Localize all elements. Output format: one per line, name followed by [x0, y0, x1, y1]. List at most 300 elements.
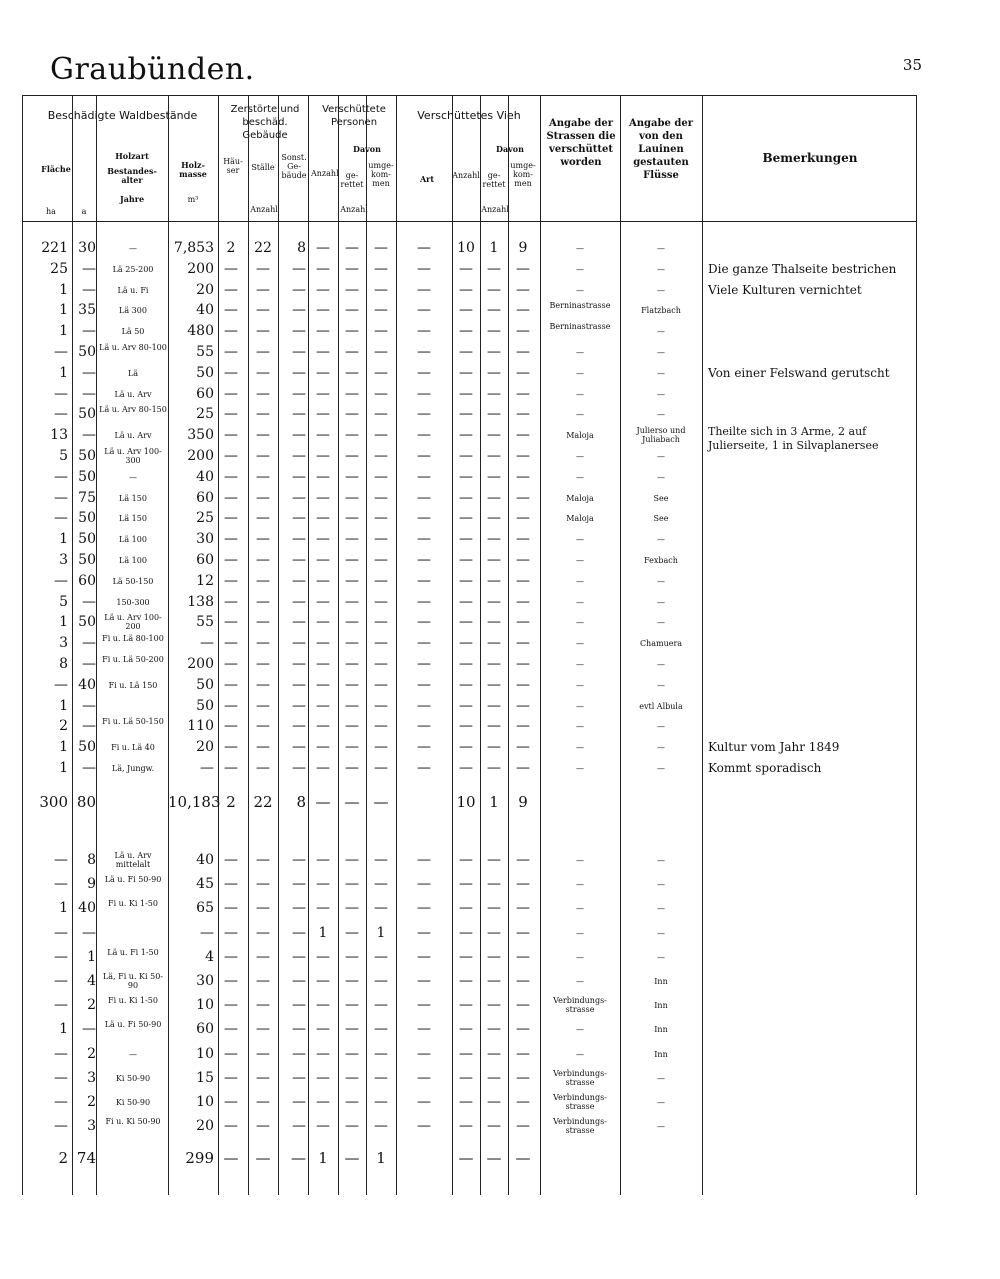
- cell-h: —: [224, 427, 238, 444]
- cell-a: —: [82, 385, 96, 402]
- cell-pge: —: [345, 1094, 359, 1110]
- cell-vge: —: [487, 406, 501, 423]
- header-personen: Verschüttete Personen: [322, 104, 386, 128]
- cell-holz: Lä u. Fi: [117, 285, 149, 295]
- cell-bem: [708, 446, 914, 466]
- cell-holz: Lä u. Arv: [114, 431, 152, 441]
- cell-van: —: [459, 876, 473, 893]
- cell-vart: —: [417, 852, 431, 868]
- cell-ha: 5: [59, 448, 68, 464]
- cell-m3: 50: [196, 676, 214, 693]
- cell-holz: Fi u. Lä 80-100: [102, 634, 164, 644]
- cell-van: —: [459, 948, 473, 965]
- cell-vum: —: [516, 344, 530, 360]
- cell-st: —: [256, 718, 270, 735]
- cell-vart: —: [417, 614, 431, 631]
- cell-a: —: [82, 635, 96, 652]
- cell-str: —: [576, 556, 584, 565]
- cell-vge: —: [487, 718, 501, 735]
- cell-m3: 20: [196, 739, 214, 756]
- cell-van: —: [459, 760, 473, 776]
- cell-pum: —: [374, 948, 388, 965]
- cell-bem: [708, 654, 914, 674]
- table-row: [22, 342, 916, 362]
- cell-m3: 60: [196, 489, 214, 506]
- cell-vum: —: [516, 281, 530, 298]
- cell-st: —: [256, 1118, 270, 1135]
- cell-m3: 20: [196, 1118, 214, 1135]
- cell-m3: 10: [196, 1094, 214, 1110]
- table-row: [22, 404, 916, 424]
- cell-holz: —: [129, 472, 137, 482]
- header-davon-vieh: Davon: [496, 144, 524, 154]
- cell-so: —: [292, 876, 306, 893]
- cell-vart: —: [417, 593, 431, 610]
- cell-bem: [708, 342, 914, 362]
- header-fluesse: Angabe der von den Lauinen gestauten Flüsse: [629, 118, 693, 181]
- cell-pum: —: [374, 900, 388, 917]
- cell-vge: —: [487, 852, 501, 868]
- cell-vum: —: [516, 364, 530, 381]
- cell-so: —: [292, 676, 306, 693]
- header-strassen: Angabe der Strassen die verschüttet worden: [546, 118, 616, 168]
- cell-ha: —: [54, 468, 68, 485]
- cell-van: —: [459, 552, 473, 568]
- cell-st: —: [256, 656, 270, 672]
- cell-a: —: [82, 260, 96, 277]
- cell-fl: —: [657, 618, 665, 628]
- cell-fl: —: [657, 264, 665, 274]
- cell-bem: Von einer Felswand gerutscht: [708, 365, 890, 380]
- cell-vart: —: [417, 997, 431, 1014]
- cell-pge: —: [345, 489, 359, 506]
- header-bestandesalter: Bestandes-alter: [107, 166, 157, 185]
- cell-vge: —: [486, 1149, 502, 1167]
- cell-fl: —: [657, 743, 665, 753]
- table-row: [22, 758, 916, 778]
- cell-bem: [708, 592, 914, 612]
- cell-m3: 65: [196, 900, 214, 917]
- table-row: [22, 467, 916, 487]
- cell-ha: 2: [58, 1149, 68, 1167]
- cell-van: —: [459, 697, 473, 714]
- table-row: [22, 446, 916, 466]
- cell-st: —: [256, 973, 270, 989]
- cell-st: —: [256, 876, 270, 893]
- cell-ha: 1: [59, 302, 68, 319]
- cell-pum: —: [374, 876, 388, 893]
- cell-pan: —: [316, 973, 330, 989]
- cell-van: —: [459, 614, 473, 631]
- cell-bem: [708, 550, 914, 570]
- cell-pge: —: [345, 302, 359, 319]
- cell-holz: Lä, Jungw.: [111, 764, 155, 773]
- cell-vum: —: [516, 760, 530, 776]
- cell-pge: —: [345, 364, 359, 381]
- cell-a: 35: [78, 302, 96, 319]
- cell-str: —: [576, 285, 584, 295]
- cell-vum: —: [516, 614, 530, 631]
- header-gerettet-vieh: ge-rettet: [482, 171, 506, 189]
- cell-pge: —: [345, 924, 359, 941]
- cell-ha: 3: [59, 635, 68, 652]
- cell-h: —: [224, 489, 238, 506]
- cell-st: —: [256, 614, 270, 631]
- cell-pum: 1: [376, 924, 386, 941]
- cell-vum: —: [516, 697, 530, 714]
- cell-st: —: [256, 385, 270, 402]
- table-row: [22, 923, 916, 943]
- cell-ha: —: [54, 489, 68, 506]
- cell-vum: —: [516, 531, 530, 548]
- cell-so: —: [292, 364, 306, 381]
- cell-pan: —: [316, 281, 330, 298]
- cell-pan: —: [316, 760, 330, 776]
- header-holzart: Holzart: [115, 151, 149, 161]
- cell-a: 50: [78, 531, 96, 548]
- cell-m3: 10: [196, 997, 214, 1014]
- cell-pum: —: [374, 427, 388, 444]
- cell-bem: [708, 384, 914, 404]
- cell-a: 9: [87, 876, 96, 893]
- cell-pum: —: [374, 552, 388, 568]
- cell-a: 2: [87, 997, 96, 1014]
- cell-vge: —: [487, 635, 501, 652]
- cell-a: 50: [78, 468, 96, 485]
- cell-vge: —: [487, 344, 501, 360]
- header-bemerkungen: Bemerkungen: [762, 151, 858, 165]
- cell-vge: —: [487, 1094, 501, 1110]
- cell-so: —: [292, 489, 306, 506]
- cell-pum: —: [374, 1069, 388, 1086]
- cell-vum: —: [516, 510, 530, 527]
- cell-vart: —: [417, 427, 431, 444]
- cell-van: —: [459, 364, 473, 381]
- cell-vart: —: [417, 385, 431, 402]
- cell-str: —: [576, 680, 584, 690]
- cell-vum: 9: [518, 793, 528, 811]
- cell-ha: 3: [59, 552, 68, 568]
- cell-vge: —: [487, 385, 501, 402]
- cell-a: 4: [87, 973, 96, 989]
- cell-pge: —: [345, 260, 359, 277]
- cell-van: —: [459, 739, 473, 756]
- cell-fl: —: [657, 880, 665, 890]
- cell-h: —: [224, 1045, 238, 1062]
- cell-m3: 40: [196, 852, 214, 868]
- cell-holz: Fi u. Lä 150: [108, 680, 158, 690]
- cell-vum: —: [516, 656, 530, 672]
- cell-bem: Kultur vom Jahr 1849: [708, 740, 840, 755]
- cell-bem: [708, 633, 914, 653]
- cell-pum: —: [374, 635, 388, 652]
- cell-a: —: [82, 760, 96, 776]
- cell-vum: —: [516, 635, 530, 652]
- cell-h: —: [224, 593, 238, 610]
- cell-str: Verbindungs-strasse: [553, 1093, 607, 1111]
- cell-van: —: [459, 468, 473, 485]
- cell-vge: —: [487, 489, 501, 506]
- cell-bem: [708, 529, 914, 549]
- cell-m3: 350: [187, 427, 214, 444]
- header-jahre: Jahre: [119, 194, 145, 204]
- cell-vge: —: [487, 1021, 501, 1038]
- cell-ha: 1: [59, 323, 68, 340]
- cell-m3: 200: [187, 656, 214, 672]
- cell-vum: —: [516, 1118, 530, 1135]
- table-row: [22, 592, 916, 612]
- cell-pge: —: [345, 1118, 359, 1135]
- cell-str: —: [576, 639, 584, 649]
- cell-vart: —: [417, 448, 431, 464]
- cell-m3: 55: [196, 614, 214, 631]
- cell-holz: Lä 150: [119, 514, 147, 524]
- cell-van: —: [459, 997, 473, 1014]
- table-row: [22, 874, 916, 894]
- cell-pan: —: [316, 1069, 330, 1086]
- table-row: [22, 696, 916, 716]
- cell-st: 22: [254, 240, 272, 256]
- cell-holz: 150-300: [116, 597, 150, 607]
- cell-vum: —: [516, 739, 530, 756]
- cell-h: —: [224, 1069, 238, 1086]
- cell-bem: Viele Kulturen vernichtet: [708, 282, 862, 297]
- cell-pum: —: [374, 489, 388, 506]
- cell-pum: —: [374, 240, 388, 256]
- cell-bem: [708, 488, 914, 508]
- cell-vum: —: [516, 997, 530, 1014]
- table-row: [22, 850, 916, 870]
- cell-str: —: [576, 977, 584, 986]
- cell-vge: —: [487, 924, 501, 941]
- cell-vge: —: [487, 1069, 501, 1086]
- cell-st: 22: [253, 793, 273, 811]
- cell-ha: —: [54, 948, 68, 965]
- cell-pum: —: [374, 385, 388, 402]
- cell-so: —: [292, 656, 306, 672]
- cell-str: —: [576, 722, 584, 732]
- cell-bem: [708, 238, 914, 258]
- table-row: [22, 947, 916, 967]
- cell-holz: Fi u. Lä 50-150: [102, 717, 164, 727]
- cell-fl: —: [657, 764, 665, 773]
- cell-a: 75: [78, 489, 96, 506]
- cell-so: —: [292, 593, 306, 610]
- cell-bem: [708, 404, 914, 424]
- sum-row: [22, 1148, 916, 1168]
- cell-st: —: [256, 1021, 270, 1038]
- table-row: [22, 675, 916, 695]
- cell-pum: —: [374, 852, 388, 868]
- header-anzahl-gebaeude: Anzahl: [250, 205, 278, 214]
- cell-fl: —: [657, 389, 665, 399]
- cell-bem: [708, 675, 914, 695]
- cell-st: —: [256, 1094, 270, 1110]
- cell-vum: —: [516, 468, 530, 485]
- cell-fl: —: [657, 597, 665, 607]
- cell-str: Maloja: [566, 514, 594, 524]
- cell-m3: 4: [205, 948, 214, 965]
- cell-vart: —: [417, 552, 431, 568]
- cell-m3: 45: [196, 876, 214, 893]
- cell-pan: —: [316, 344, 330, 360]
- cell-ha: —: [54, 510, 68, 527]
- cell-pan: —: [316, 572, 330, 589]
- cell-holz: Fi u. Lä 50-200: [102, 655, 164, 664]
- header-m3: m³: [187, 195, 199, 204]
- cell-pan: —: [316, 948, 330, 965]
- cell-m3: 50: [196, 697, 214, 714]
- cell-pum: —: [373, 793, 389, 811]
- cell-a: 3: [87, 1118, 96, 1135]
- header-holzmasse: Holz-masse: [179, 160, 207, 179]
- cell-van: —: [459, 1118, 473, 1135]
- cell-m3: 200: [187, 260, 214, 277]
- cell-pum: —: [374, 364, 388, 381]
- cell-pum: —: [374, 302, 388, 319]
- cell-van: —: [459, 260, 473, 277]
- cell-str: —: [576, 472, 584, 482]
- table-row: [22, 995, 916, 1015]
- cell-str: Berninastrasse: [549, 301, 611, 311]
- cell-h: 2: [226, 793, 236, 811]
- cell-vart: —: [417, 302, 431, 319]
- cell-vart: —: [417, 876, 431, 893]
- header-gebaeude: Zerstörte und beschäd. Gebäude: [230, 104, 300, 141]
- cell-a: 2: [87, 1045, 96, 1062]
- cell-m3: 50: [196, 364, 214, 381]
- cell-m3: 60: [196, 385, 214, 402]
- column-rule: [916, 95, 917, 1195]
- cell-van: 10: [456, 793, 476, 811]
- header-umgekommen-vieh: umge-kom-men: [510, 161, 536, 188]
- cell-vum: —: [515, 1149, 531, 1167]
- cell-holz: Lä u. Arv 100-200: [104, 613, 162, 632]
- cell-h: —: [224, 635, 238, 652]
- cell-h: —: [224, 739, 238, 756]
- cell-vum: —: [516, 900, 530, 917]
- cell-h: —: [224, 1094, 238, 1110]
- cell-vart: —: [417, 1021, 431, 1038]
- cell-a: 50: [78, 552, 96, 568]
- cell-pum: —: [374, 614, 388, 631]
- cell-h: —: [224, 385, 238, 402]
- cell-vart: —: [417, 489, 431, 506]
- cell-holz: Lä u. Arv 80-150: [99, 405, 167, 415]
- table-row: [22, 550, 916, 570]
- cell-h: 2: [226, 240, 236, 256]
- cell-m3: 30: [196, 531, 214, 548]
- cell-vum: —: [516, 1045, 530, 1062]
- cell-bem: Theilte sich in 3 Arme, 2 auf Julierseite, 1 in Silvaplanersee: [708, 425, 879, 453]
- cell-vum: —: [516, 489, 530, 506]
- cell-vart: —: [417, 948, 431, 965]
- cell-so: —: [292, 924, 306, 941]
- cell-pan: —: [316, 510, 330, 527]
- cell-str: —: [576, 244, 584, 253]
- cell-a: 1: [87, 948, 96, 965]
- cell-so: —: [292, 635, 306, 652]
- cell-h: —: [224, 406, 238, 423]
- cell-van: —: [459, 1021, 473, 1038]
- cell-pge: —: [345, 997, 359, 1014]
- cell-vart: —: [417, 973, 431, 989]
- cell-pum: —: [374, 572, 388, 589]
- cell-pum: —: [374, 718, 388, 735]
- cell-ha: 300: [39, 793, 68, 811]
- cell-ha: 1: [59, 739, 68, 756]
- cell-van: —: [459, 427, 473, 444]
- cell-pge: —: [345, 656, 359, 672]
- cell-van: —: [459, 406, 473, 423]
- cell-fl: See: [653, 514, 669, 524]
- cell-pum: —: [374, 1021, 388, 1038]
- cell-ha: —: [54, 852, 68, 868]
- cell-a: —: [82, 281, 96, 298]
- cell-str: —: [576, 348, 584, 357]
- cell-a: 80: [76, 793, 96, 811]
- cell-so: —: [291, 1149, 306, 1167]
- cell-fl: —: [657, 928, 665, 938]
- table-row: [22, 1116, 916, 1136]
- header-flaeche: Fläche: [41, 164, 71, 174]
- cell-h: —: [224, 468, 238, 485]
- cell-fl: —: [657, 285, 665, 295]
- cell-van: —: [459, 1094, 473, 1110]
- cell-fl: Inn: [654, 1049, 668, 1059]
- cell-vum: —: [516, 924, 530, 941]
- cell-pum: —: [374, 510, 388, 527]
- cell-fl: Inn: [654, 977, 668, 986]
- cell-str: —: [576, 597, 584, 607]
- header-anzahl-personen: Anzahl: [340, 205, 368, 214]
- cell-ha: —: [54, 1045, 68, 1062]
- cell-pge: —: [345, 448, 359, 464]
- cell-h: —: [224, 997, 238, 1014]
- cell-pan: —: [316, 852, 330, 868]
- cell-vge: —: [487, 531, 501, 548]
- cell-vum: —: [516, 1069, 530, 1086]
- cell-van: —: [459, 1069, 473, 1086]
- cell-str: Verbindungs-strasse: [553, 996, 607, 1015]
- cell-vge: —: [487, 656, 501, 672]
- cell-a: —: [82, 1021, 96, 1038]
- cell-pan: —: [315, 793, 331, 811]
- cell-st: —: [256, 406, 270, 423]
- cell-h: —: [224, 852, 238, 868]
- cell-vum: —: [516, 676, 530, 693]
- cell-so: —: [292, 948, 306, 965]
- cell-h: —: [224, 656, 238, 672]
- cell-so: —: [292, 468, 306, 485]
- cell-pge: —: [345, 406, 359, 423]
- cell-a: 50: [78, 406, 96, 423]
- cell-a: 30: [78, 240, 96, 256]
- cell-vum: 9: [518, 240, 528, 256]
- cell-st: —: [256, 260, 270, 277]
- cell-str: —: [576, 535, 584, 545]
- cell-so: —: [292, 739, 306, 756]
- cell-a: 50: [78, 739, 96, 756]
- cell-vum: —: [516, 302, 530, 319]
- cell-str: —: [576, 264, 584, 274]
- table-row: [22, 488, 916, 508]
- cell-str: —: [576, 576, 584, 586]
- cell-so: —: [292, 427, 306, 444]
- cell-vge: —: [487, 948, 501, 965]
- cell-pge: —: [345, 593, 359, 610]
- cell-vart: —: [417, 572, 431, 589]
